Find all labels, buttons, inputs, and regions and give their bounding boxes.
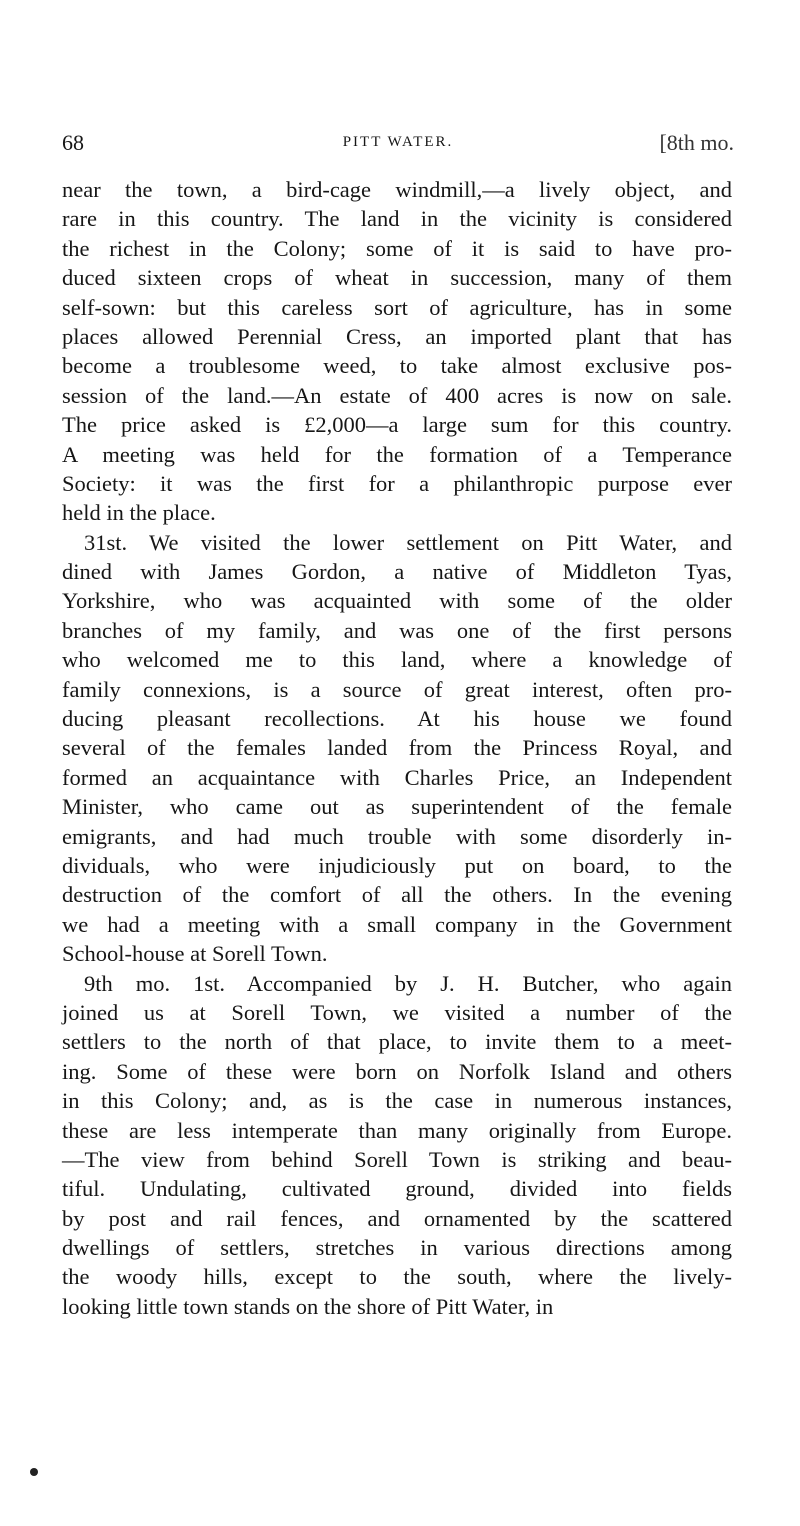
text-line: self-sown: but this careless sort of agriculture, has in some xyxy=(62,294,732,320)
text-line: near the town, a bird-cage windmill,—a lively object, and xyxy=(62,177,732,202)
text-line: duced sixteen crops of wheat in succession, many of them xyxy=(62,265,732,291)
text-line: the richest in the Colony; some of it is said to have pro- xyxy=(62,235,732,261)
paragraph xyxy=(62,528,732,969)
page-number: 68 xyxy=(62,130,84,155)
text-line: session of the land.—An estate of 400 acres is now on sale. xyxy=(62,382,732,408)
text-line: School-house at Sorell Town. xyxy=(62,941,328,967)
text-line: The price asked is £2,000—a large sum for this country. xyxy=(62,412,732,438)
running-title: PITT WATER. xyxy=(342,134,454,150)
text-line: family connexions, is a source of great interest, often pro- xyxy=(62,676,732,702)
text-line: looking little town stands on the shore of Pitt Water, in xyxy=(62,1293,554,1319)
text-line: A meeting was held for the formation of a Temperance xyxy=(62,441,732,467)
text-line: dwellings of settlers, stretches in various directions among xyxy=(62,1235,732,1261)
text-line: formed an acquaintance with Charles Price, an Independent xyxy=(62,764,732,790)
ink-spot xyxy=(30,1468,38,1476)
text-line: ing. Some of these were born on Norfolk Island and others xyxy=(62,1058,732,1084)
text-line: Minister, who came out as superintendent of the female xyxy=(62,794,732,820)
text-line: tiful. Undulating, cultivated ground, divided into fields xyxy=(62,1176,732,1202)
text-line: —The view from behind Sorell Town is striking and beau- xyxy=(62,1146,732,1172)
page-header xyxy=(62,130,734,160)
text-line: become a troublesome weed, to take almost exclusive pos- xyxy=(62,353,732,379)
text-line: these are less intemperate than many originally from Europe. xyxy=(62,1117,732,1143)
text-line: Yorkshire, who was acquainted with some of the older xyxy=(62,588,732,614)
paragraph xyxy=(62,175,732,528)
text-line: in this Colony; and, as is the case in numerous instances, xyxy=(62,1088,732,1114)
text-line: the woody hills, except to the south, where the lively- xyxy=(62,1264,732,1290)
text-line: joined us at Sorell Town, we visited a number of the xyxy=(62,999,732,1025)
paragraph xyxy=(62,969,732,1322)
text-line: settlers to the north of that place, to invite them to a meet- xyxy=(62,1029,732,1055)
text-line: who welcomed me to this land, where a knowledge of xyxy=(62,647,732,673)
text-line: several of the females landed from the Princess Royal, and xyxy=(62,735,732,761)
text-line: branches of my family, and was one of the first persons xyxy=(62,617,732,643)
text-line: Society: it was the first for a philanthropic purpose ever xyxy=(62,470,732,496)
text-line: ducing pleasant recollections. At his house we found xyxy=(62,706,732,732)
month-marker: [8th mo. xyxy=(659,130,734,155)
page-body xyxy=(62,175,732,1321)
text-line: we had a meeting with a small company in the Government xyxy=(62,911,732,937)
text-line: emigrants, and had much trouble with some disorderly in- xyxy=(62,823,732,849)
text-line: dined with James Gordon, a native of Middleton Tyas, xyxy=(62,559,732,585)
text-line: by post and rail fences, and ornamented by the scattered xyxy=(62,1205,732,1231)
text-line: 31st. We visited the lower settlement on Pitt Water, and xyxy=(84,529,732,555)
text-line: dividuals, who were injudiciously put on board, to the xyxy=(62,852,732,878)
text-line: held in the place. xyxy=(62,500,216,526)
text-line: places allowed Perennial Cress, an imported plant that has xyxy=(62,323,732,349)
text-line: rare in this country. The land in the vicinity is considered xyxy=(62,206,732,232)
text-line: 9th mo. 1st. Accompanied by J. H. Butcher, who again xyxy=(84,970,732,996)
text-line: destruction of the comfort of all the others. In the evening xyxy=(62,882,732,908)
